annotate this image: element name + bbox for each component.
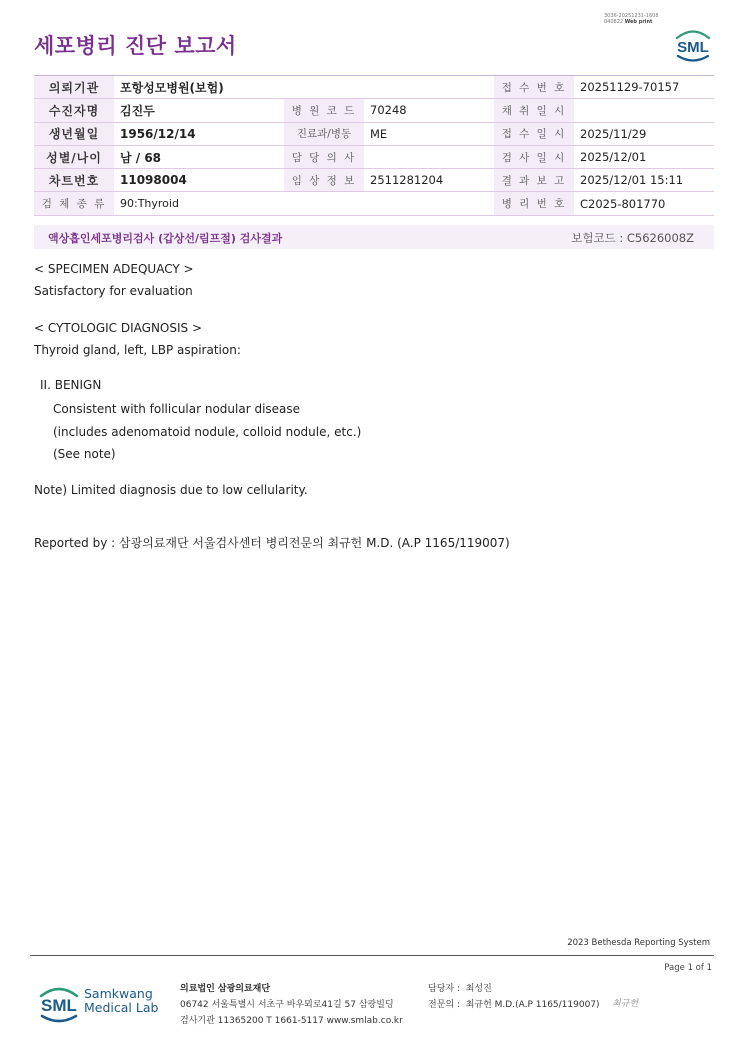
org-info <box>180 981 403 1029</box>
sml-logo-icon <box>36 980 82 1026</box>
label-receipt-number: 접 수 번 호 <box>494 76 574 99</box>
value-pathology-number: C2025-801770 <box>574 192 714 215</box>
diagnosis-line-3: (See note) <box>53 447 116 461</box>
print-stamp <box>604 13 659 25</box>
sml-logo-text: SML <box>41 996 77 1015</box>
info-row-patient-name <box>34 99 714 122</box>
page-number: Page 1 of 1 <box>664 963 712 973</box>
diagnosis-line-1: Consistent with follicular nodular disease <box>53 402 301 416</box>
label-result-report: 결 과 보 고 <box>494 169 574 192</box>
value-receipt-date: 2025/11/29 <box>574 122 714 145</box>
org-contact: 검사기관 11365200 T 1661-5117 www.smlab.co.kr <box>180 1016 403 1026</box>
label-sex-age: 성별/나이 <box>34 145 114 168</box>
value-department: ME <box>364 122 494 145</box>
print-stamp-id: 3036-20251231-1608 <box>604 13 659 19</box>
label-institution: 의뢰기관 <box>34 76 114 99</box>
specialist-label: 전문의 : <box>428 1000 460 1010</box>
patient-info-table <box>34 75 714 216</box>
staff-line <box>428 981 600 997</box>
web-print-label: Web print <box>624 19 653 25</box>
info-row-institution <box>34 76 714 99</box>
value-receipt-number: 20251129-70157 <box>574 76 714 99</box>
label-receipt-date: 접 수 일 시 <box>494 122 574 145</box>
value-sex-age: 남 / 68 <box>114 145 284 168</box>
value-chart-number: 11098004 <box>114 169 284 192</box>
empty-cell <box>364 76 494 99</box>
diagnosis-category: II. BENIGN <box>40 378 102 392</box>
label-collection-date: 채 취 일 시 <box>494 99 574 122</box>
info-row-birthdate <box>34 122 714 145</box>
diagnosis-line-2: (includes adenomatoid nodule, colloid nodule, etc.) <box>53 425 362 439</box>
adequacy-text: Satisfactory for evaluation <box>34 284 193 298</box>
specialist-line <box>428 997 600 1013</box>
empty-cell <box>284 76 364 99</box>
org-name: 의료법인 삼광의료재단 <box>180 984 271 994</box>
insurance-code: 보험코드 : C5626008Z <box>571 231 694 245</box>
info-row-specimen-type <box>34 192 714 215</box>
empty-cell <box>284 192 364 215</box>
footer-logo <box>36 980 160 1026</box>
info-row-chart-number <box>34 169 714 192</box>
reporting-system: 2023 Bethesda Reporting System <box>567 938 710 948</box>
lab-name-line-2: Medical Lab <box>84 999 159 1015</box>
label-department: 진료과/병동 <box>284 122 364 145</box>
print-stamp-time: 040822 Web print <box>604 19 653 25</box>
adequacy-heading: < SPECIMEN ADEQUACY > <box>34 262 194 276</box>
label-birthdate: 생년월일 <box>34 122 114 145</box>
label-clinical-info: 임 상 정 보 <box>284 169 364 192</box>
value-test-date: 2025/12/01 <box>574 145 714 168</box>
label-hospital-code: 병 원 코 드 <box>284 99 364 122</box>
specialist-name: 최규헌 M.D.(A.P 1165/119007) <box>465 1000 600 1010</box>
value-hospital-code: 70248 <box>364 99 494 122</box>
label-patient-name: 수진자명 <box>34 99 114 122</box>
diagnosis-note: Note) Limited diagnosis due to low cellularity. <box>34 483 308 497</box>
value-result-report: 2025/12/01 15:11 <box>574 169 714 192</box>
reported-by: Reported by : 삼광의료재단 서울검사센터 병리전문의 최규헌 M.D. (A.P 1165/119007) <box>34 536 510 550</box>
value-birthdate: 1956/12/14 <box>114 122 284 145</box>
info-row-sex-age <box>34 145 714 168</box>
value-specimen-type: 90:Thyroid <box>114 192 284 215</box>
staff-info <box>428 981 600 1013</box>
value-institution: 포항성모병원(보험) <box>114 76 284 99</box>
report-title: 세포병리 진단 보고서 <box>34 34 237 58</box>
label-pathology-number: 병 리 번 호 <box>494 192 574 215</box>
label-test-date: 검 사 일 시 <box>494 145 574 168</box>
value-attending-doctor <box>364 145 494 168</box>
diagnosis-heading: < CYTOLOGIC DIAGNOSIS > <box>34 321 203 335</box>
sml-logo-text: SML <box>677 39 709 56</box>
label-chart-number: 차트번호 <box>34 169 114 192</box>
test-section-title: 액상흡인세포병리검사 (갑상선/림프절) 검사결과 <box>48 232 283 245</box>
label-attending-doctor: 담 당 의 사 <box>284 145 364 168</box>
empty-cell <box>364 192 494 215</box>
lab-name-line-1: Samkwang <box>84 986 153 1001</box>
value-clinical-info: 2511281204 <box>364 169 494 192</box>
staff-name: 최성진 <box>465 984 492 994</box>
value-patient-name: 김진두 <box>114 99 284 122</box>
org-address: 06742 서울특별시 서초구 바우뫼로41길 57 삼광빌딩 <box>180 1000 394 1010</box>
specialist-signature: 최규헌 <box>612 999 639 1009</box>
staff-label: 담당자 : <box>428 984 460 994</box>
diagnosis-site: Thyroid gland, left, LBP aspiration: <box>34 343 241 357</box>
lab-name <box>84 987 158 1014</box>
label-specimen-type: 검 체 종 류 <box>34 192 114 215</box>
test-section-header <box>34 225 714 249</box>
value-collection-date <box>574 99 714 122</box>
footer-divider <box>30 955 714 956</box>
sml-logo-icon <box>672 27 714 63</box>
